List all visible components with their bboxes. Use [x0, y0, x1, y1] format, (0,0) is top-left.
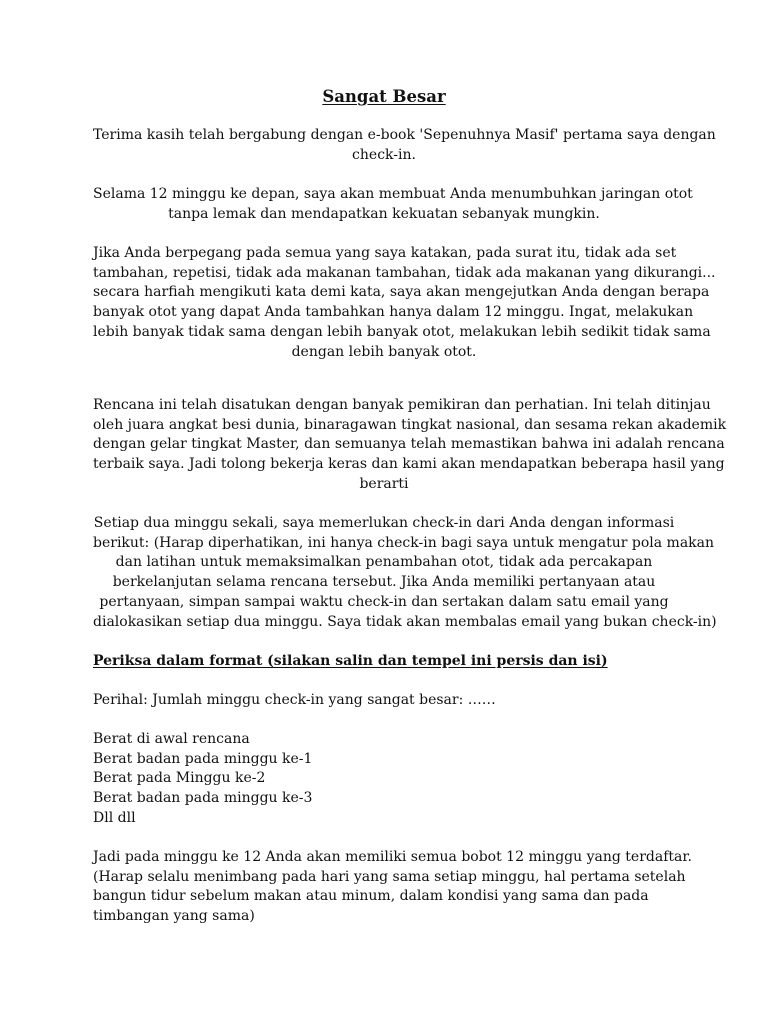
list-item: Dll dll [93, 809, 136, 826]
format-heading: Periksa dalam format (silakan salin dan tempel ini persis dan isi) [93, 653, 608, 669]
paragraph-plan-review [93, 396, 727, 495]
text-line: timbangan yang sama) [93, 908, 255, 925]
text-line: Selama 12 minggu ke depan, saya akan membuat Anda menumbuhkan jaringan otot [93, 186, 693, 202]
list-item: Berat pada Minggu ke-2 [93, 770, 266, 787]
weight-list [93, 730, 683, 829]
text-line: banyak otot yang dapat Anda tambahkan hanya dalam 12 minggu. Ingat, melakukan [93, 304, 694, 321]
paragraph-check-in [93, 514, 717, 632]
text-line: berikut: (Harap diperhatikan, ini hanya check-in bagi saya untuk mengatur pola makan [93, 534, 715, 551]
text-line: (Harap selalu menimbang pada hari yang sama setiap minggu, hal pertama setelah [93, 868, 686, 885]
text-line: Jika Anda berpegang pada semua yang saya katakan, pada surat itu, tidak ada set [93, 245, 677, 261]
text-line: berarti [359, 475, 409, 492]
list-item: Berat di awal rencana [93, 731, 250, 747]
text-line: dan latihan untuk memaksimalkan penambahan otot, tidak ada percakapan [115, 554, 653, 571]
text-line: pertanyaan, simpan sampai waktu check-in dan sertakan dalam satu email yang [99, 593, 669, 610]
text-line: tanpa lemak dan mendapatkan kekuatan sebanyak mungkin. [168, 205, 600, 222]
list-item: Berat badan pada minggu ke-3 [93, 790, 313, 807]
text-line: dialokasikan setiap dua minggu. Saya tidak akan membalas email yang bukan check-in) [93, 613, 717, 630]
subject-line: Perihal: Jumlah minggu check-in yang sangat besar: …… [93, 692, 496, 708]
text-line: bangun tidur sebelum makan atau minum, dalam kondisi yang sama dan pada [93, 888, 649, 905]
text-line: tambahan, repetisi, tidak ada makanan tambahan, tidak ada makanan yang dikurangi... [93, 264, 716, 281]
intro-paragraph [93, 126, 716, 165]
text-line: oleh juara angkat besi dunia, binaragawan tingkat nasional, dan sesama rekan akademik [93, 416, 727, 433]
text-line: Jadi pada minggu ke 12 Anda akan memiliki semua bobot 12 minggu yang terdaftar. [93, 849, 692, 865]
text-line: dengan lebih banyak otot. [291, 343, 477, 360]
text-line: dengan gelar tingkat Master, dan semuanya telah memastikan bahwa ini adalah rencana [93, 436, 725, 453]
closing-paragraph [93, 848, 692, 927]
list-item: Berat badan pada minggu ke-1 [93, 750, 313, 767]
paragraph-duration [93, 185, 693, 224]
paragraph-rules [93, 244, 716, 362]
text-line: lebih banyak tidak sama dengan lebih banyak otot, melakukan lebih sedikit tidak sama [93, 323, 711, 340]
text-line: Terima kasih telah bergabung dengan e-book 'Sepenuhnya Masif' pertama saya dengan [93, 127, 716, 143]
text-line: Rencana ini telah disatukan dengan banyak pemikiran dan perhatian. Ini telah ditinjau [93, 397, 711, 413]
text-line: secara harfiah mengikuti kata demi kata, saya akan mengejutkan Anda dengan berapa [93, 284, 710, 301]
text-line: terbaik saya. Jadi tolong bekerja keras dan kami akan mendapatkan beberapa hasil yang [93, 456, 725, 473]
text-line: check-in. [352, 146, 416, 163]
document-title: Sangat Besar [322, 87, 446, 106]
text-line: Setiap dua minggu sekali, saya memerlukan check-in dari Anda dengan informasi [93, 515, 675, 531]
text-line: berkelanjutan selama rencana tersebut. Jika Anda memiliki pertanyaan atau [112, 574, 656, 591]
